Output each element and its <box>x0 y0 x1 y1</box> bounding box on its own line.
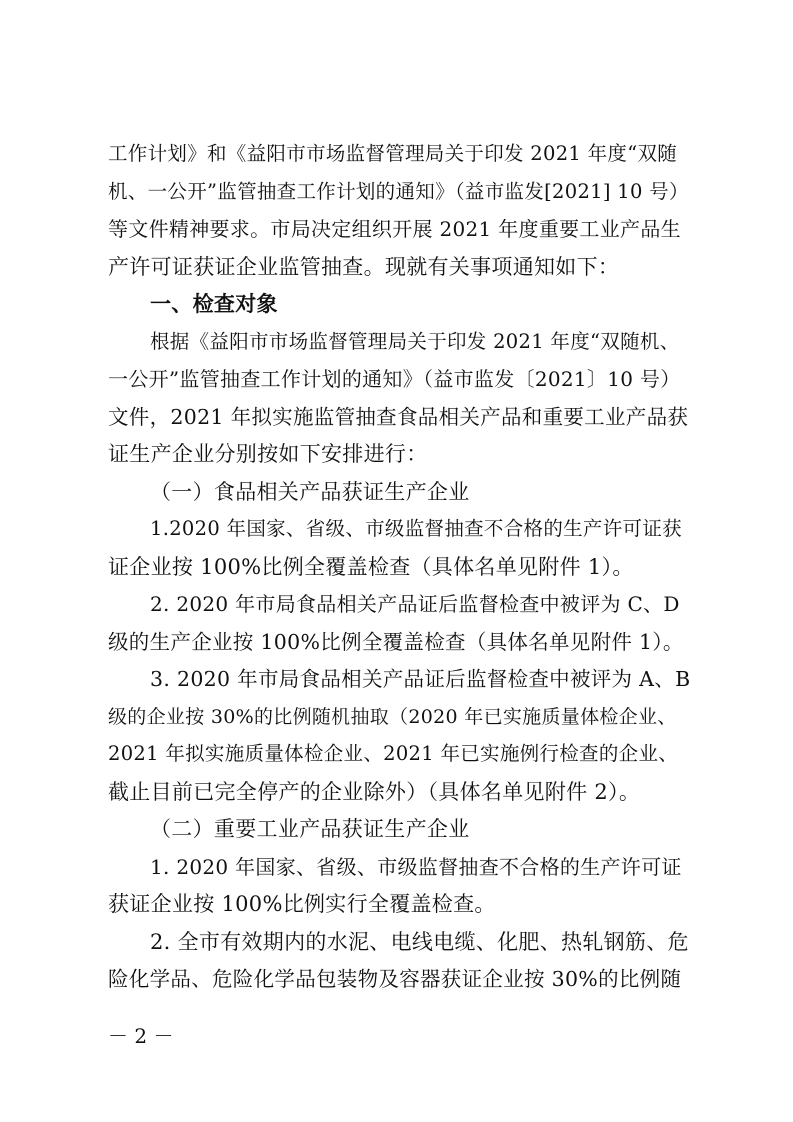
text-line: 一公开”监管抽查工作计划的通知》（益市监发〔2021〕10 号） <box>108 367 681 391</box>
subsection-heading: （一）食品相关产品获证生产企业 <box>150 480 470 504</box>
text-line: 根据《益阳市市场监督管理局关于印发 2021 年度“双随机、 <box>150 330 680 353</box>
text-line: 3. 2020 年市局食品相关产品证后监督检查中被评为 A、B <box>150 667 691 691</box>
text-line: 截止目前已完全停产的企业除外）（具体名单见附件 2）。 <box>108 780 641 804</box>
text-line: 产许可证获证企业监管抽查。现就有关事项通知如下： <box>108 255 620 279</box>
text-line: 2. 2020 年市局食品相关产品证后监督检查中被评为 C、D <box>150 592 680 616</box>
text-line: 机、一公开”监管抽查工作计划的通知》（益市监发[2021] 10 号） <box>108 180 689 203</box>
subsection-heading: （二）重要工业产品获证生产企业 <box>150 817 470 841</box>
text-line: 2021 年拟实施质量体检企业、2021 年已实施例行检查的企业、 <box>108 742 679 765</box>
text-line: 级的生产企业按 100%比例全覆盖检查（具体名单见附件 1）。 <box>108 630 684 654</box>
text-line: 2. 全市有效期内的水泥、电线电缆、化肥、热轧钢筋、危 <box>150 930 689 954</box>
text-line: 等文件精神要求。市局决定组织开展 2021 年度重要工业产品生 <box>108 217 681 241</box>
text-line: 级的企业按 30%的比例随机抽取（2020 年已实施质量体检企业、 <box>108 706 677 728</box>
text-line: 工作计划》和《益阳市市场监督管理局关于印发 2021 年度“双随 <box>108 142 678 165</box>
text-line: 险化学品、危险化学品包装物及容器获证企业按 30%的比例随 <box>108 967 682 991</box>
text-line: 证企业按 100%比例全覆盖检查（具体名单见附件 1）。 <box>108 555 634 579</box>
text-line: 获证企业按 100%比例实行全覆盖检查。 <box>108 892 496 916</box>
text-line: 1. 2020 年国家、省级、市级监督抽查不合格的生产许可证 <box>150 855 682 879</box>
text-line: 1.2020 年国家、省级、市级监督抽查不合格的生产许可证获 <box>150 517 682 540</box>
text-line: 文件，2021 年拟实施监管抽查食品相关产品和重要工业产品获 <box>108 405 689 429</box>
text-line: 证生产企业分别按如下安排进行： <box>108 442 428 466</box>
page-number: － 2 － <box>108 1024 174 1048</box>
section-heading: 一、检查对象 <box>150 292 278 316</box>
